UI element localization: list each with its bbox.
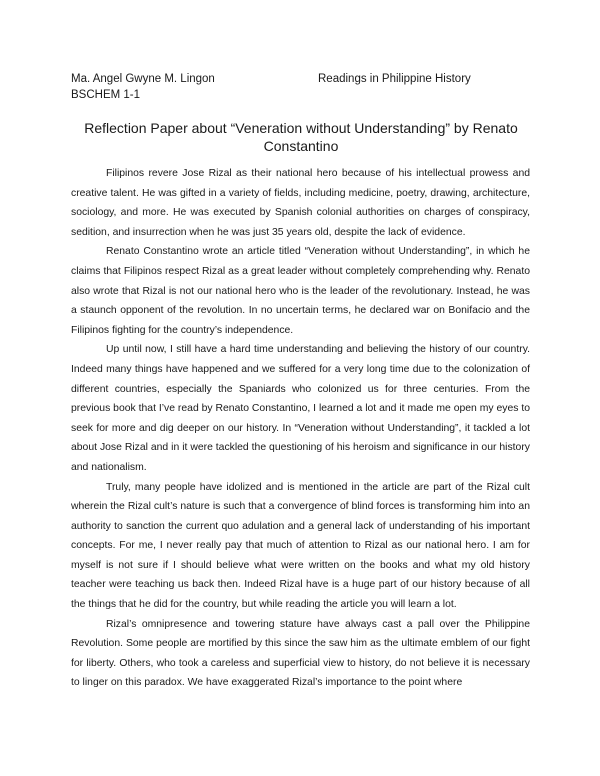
paragraph: Truly, many people have idolized and is mentioned in the article are part of the Rizal cult wherein the Rizal cult’s nature is such that a convergence of blind forces is transforming him into an authority to sanction the current quo adulation and a general lack of understanding of his important concepts. For me, I never really pay that much of attention to Rizal as our national hero. I am for myself is not sure if I should believe what were written on the books and what my old history teacher were teaching us back then. Indeed Rizal have is a huge part of our history because of all the things that he did for the country, but while reading the article you will learn a lot. [71,481,530,611]
paper-title: Reflection Paper about “Veneration without Understanding” by Renato Constantino [84,120,518,154]
paragraph: Renato Constantino wrote an article titled “Veneration without Understanding”, in which he claims that Filipinos respect Rizal as a great leader without completely comprehending why. Renato also wrote that Rizal is not our national hero who is the leader of the revolutionary. Instead, he was a staunch opponent of the revolution. In no uncertain terms, he declared war on Bonifacio and the Filipinos fighting for the country’s independence. [71,246,530,336]
paragraph: Rizal’s omnipresence and towering stature have always cast a pall over the Philippine Revolution. Some people are mortified by this since the saw him as the ultimate emblem of our fight for liberty. Others, who took a careless and superficial view to history, do not believe it is necessary to linger on this paradox. We have exaggerated Rizal’s importance to the point where [71,618,530,689]
section-label: BSCHEM 1-1 [71,89,141,101]
paragraph: Up until now, I still have a hard time understanding and believing the history of our country. Indeed many things have happened and we suffered for a very long time due to the colonization of different countries, especially the Spaniards who colonized us for three centuries. From the previous book that I’ve read by Renato Constantino, I learned a lot and it made me open my eyes to seek for more and dig deeper on our history. In “Veneration without Understanding”, it tackled a lot about Jose Rizal and in it were tackled the questioning of his heroism and significance in our history and nationalism. [71,344,530,473]
paragraph: Filipinos revere Jose Rizal as their national hero because of his intellectual prowess and creative talent. He was gifted in a variety of fields, including medicine, poetry, drawing, architecture, sociology, and more. He was executed by Spanish colonial authorities on charges of conspiracy, sedition, and insurrection when he was just 35 years old, despite the lack of evidence. [71,168,530,238]
author-name: Ma. Angel Gwyne M. Lingon [71,73,215,85]
course-title: Readings in Philippine History [318,73,471,85]
paper-body [71,164,530,693]
